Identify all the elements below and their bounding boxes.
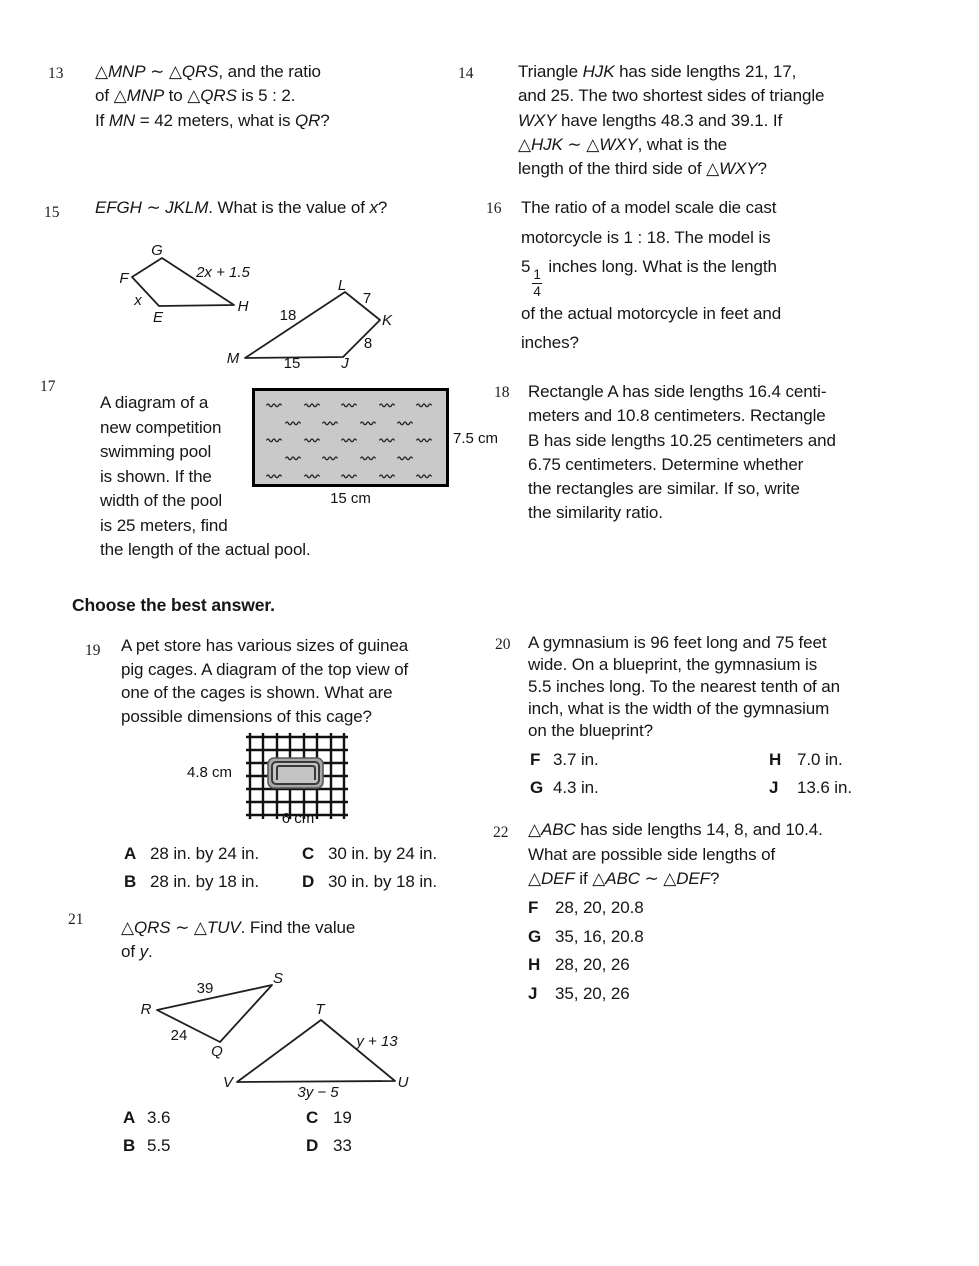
vertex-label-f: F	[119, 270, 129, 287]
text-line: the length of the actual pool.	[100, 540, 311, 559]
side-label-lk: 7	[362, 290, 372, 307]
choice-letter: A	[123, 1108, 136, 1127]
choice-letter: H	[528, 955, 541, 975]
choice-letter: J	[528, 984, 538, 1004]
vertex-label-r: R	[140, 1001, 152, 1018]
vertex-label-k: K	[381, 312, 393, 329]
vertex-label-s: S	[272, 970, 284, 987]
choice-letter: D	[306, 1136, 319, 1155]
text-line: the similarity ratio.	[528, 503, 663, 523]
vertex-label-m: M	[226, 350, 240, 367]
choice-letter: G	[530, 778, 544, 798]
pool-side-label: 7.5 cm	[453, 430, 499, 447]
text-line: the rectangles are similar. If so, write	[528, 479, 800, 499]
side-label-tu: y + 13	[356, 1033, 398, 1050]
choice-letter: C	[306, 1108, 319, 1127]
text-line: △HJK ∼ △WXY, what is the	[518, 134, 728, 154]
text-line: If MN = 42 meters, what is QR?	[95, 110, 330, 130]
text-line: B has side lengths 10.25 centimeters and	[528, 430, 836, 450]
problem-20-text	[528, 632, 928, 742]
text-line: WXY have lengths 48.3 and 39.1. If	[518, 110, 783, 130]
choice-text: 3.7 in.	[553, 750, 599, 769]
text-line: is shown. If the	[100, 466, 212, 486]
choice-text: 4.3 in.	[553, 778, 599, 798]
problem-13-text	[95, 60, 415, 133]
text-line: Triangle HJK has side lengths 21, 17,	[518, 62, 797, 81]
text-line: Rectangle A has side lengths 16.4 centi-	[528, 382, 827, 401]
choice-letter: F	[528, 898, 539, 917]
text-line: △MNP ∼ △QRS, and the ratio	[95, 62, 321, 81]
side-label-fe: x	[134, 292, 142, 309]
problem-15-number: 15	[44, 204, 60, 221]
text-line: meters and 10.8 centimeters. Rectangle	[528, 406, 826, 426]
text-line: 6.75 centimeters. Determine whether	[528, 454, 804, 474]
problem-18-number: 18	[494, 384, 510, 401]
problem-14-text	[518, 60, 918, 181]
choice-text: 28 in. by 18 in.	[150, 872, 259, 891]
fraction: $\frac{1}{4}$	[533, 266, 541, 300]
problem-14-number: 14	[458, 65, 474, 82]
text-line: △DEF if △ABC ∼ △DEF?	[528, 869, 720, 889]
choice-letter: D	[302, 872, 315, 891]
cage-side-label: 4.8 cm	[186, 764, 232, 781]
problem-19-text	[121, 634, 481, 729]
text-line: wide. On a blueprint, the gymnasium is	[528, 655, 818, 674]
cage-dish	[268, 758, 323, 788]
choice-text: 30 in. by 24 in.	[328, 844, 437, 863]
side-label-ml: 18	[279, 307, 297, 324]
problem-17-number: 17	[40, 378, 56, 395]
choice-text: 28, 20, 26	[555, 955, 630, 975]
text-line: of y.	[121, 941, 153, 961]
problem-16-number: 16	[486, 200, 502, 217]
quadrilateral-jklm	[245, 292, 380, 358]
triangle-tuv	[237, 1020, 395, 1082]
choice-letter: H	[769, 750, 782, 769]
side-label-rs: 39	[196, 980, 214, 997]
vertex-label-q: Q	[211, 1043, 223, 1060]
cage-diagram	[246, 729, 350, 821]
choice-letter: G	[528, 926, 542, 946]
section-header: Choose the best answer.	[72, 595, 275, 615]
choice-letter: B	[123, 1136, 136, 1155]
choice-text: 13.6 in.	[797, 778, 852, 798]
side-label-mj: 15	[283, 355, 301, 372]
choice-text: 3.6	[147, 1108, 171, 1127]
problem-15-text	[95, 196, 515, 220]
text-line: is 25 meters, find	[100, 515, 228, 535]
text-line: length of the third side of △WXY?	[518, 159, 767, 179]
side-label-vu: 3y − 5	[297, 1084, 339, 1101]
choice-letter: A	[124, 844, 137, 863]
choice-text: 19	[333, 1108, 352, 1127]
vertex-label-h: H	[237, 298, 249, 315]
problem-22-number: 22	[493, 824, 509, 841]
text-line: A diagram of a	[100, 393, 209, 412]
text-line: EFGH ∼ JKLM. What is the value of x?	[95, 198, 388, 217]
text-line: one of the cages is shown. What are	[121, 683, 393, 703]
text-line: on the blueprint?	[528, 721, 653, 740]
text-line: possible dimensions of this cage?	[121, 707, 372, 727]
problem-22-text	[528, 818, 928, 892]
choice-letter: B	[124, 872, 137, 891]
text-line: of △MNP to △QRS is 5 : 2.	[95, 86, 296, 106]
problem-16-text	[521, 193, 891, 358]
efgh-jklm-diagram	[108, 236, 418, 376]
problem-13-number: 13	[48, 65, 64, 82]
text-line: swimming pool	[100, 442, 212, 461]
pool-diagram	[252, 388, 449, 488]
choice-text: 28, 20, 20.8	[555, 898, 644, 917]
choice-text: 30 in. by 18 in.	[328, 872, 437, 891]
text-line: 5.5 inches long. To the nearest tenth of an	[528, 677, 841, 696]
vertex-label-g: G	[151, 242, 163, 259]
vertex-label-e: E	[152, 309, 164, 326]
text-line: of the actual motorcycle in feet and	[521, 303, 782, 323]
text-line: inches?	[521, 333, 579, 353]
vertex-label-l: L	[337, 277, 347, 294]
text-line: width of the pool	[100, 491, 223, 510]
text-line: What are possible side lengths of	[528, 844, 776, 864]
text-line: △QRS ∼ △TUV. Find the value	[121, 918, 356, 937]
side-label-gh: 2x + 1.5	[196, 264, 250, 281]
vertex-label-j: J	[341, 355, 349, 372]
problem-21-choices	[123, 1106, 352, 1162]
choice-text: 7.0 in.	[797, 750, 843, 769]
problem-19-number: 19	[85, 642, 101, 659]
choice-text: 33	[333, 1136, 352, 1155]
text-line: pig cages. A diagram of the top view of	[121, 659, 409, 679]
side-label-kj: 8	[363, 335, 373, 352]
text-line: motorcycle is 1 : 18. The model is	[521, 227, 771, 247]
choice-letter: F	[530, 750, 541, 769]
vertex-label-u: U	[397, 1074, 409, 1091]
choice-letter: J	[769, 778, 779, 798]
text-line: new competition	[100, 417, 222, 437]
text-line: inch, what is the width of the gymnasium	[528, 699, 830, 718]
text-line: △ABC has side lengths 14, 8, and 10.4.	[528, 820, 823, 839]
problem-21-text	[121, 916, 441, 963]
problem-20-number: 20	[495, 636, 511, 653]
qrs-tuv-diagram	[128, 966, 428, 1101]
problem-18-text	[528, 380, 928, 526]
text-line: A gymnasium is 96 feet long and 75 feet	[528, 633, 827, 652]
choice-text: 35, 16, 20.8	[555, 926, 644, 946]
text-line: and 25. The two shortest sides of triangle	[518, 86, 825, 106]
choice-text: 28 in. by 24 in.	[150, 844, 259, 863]
pool-bottom-label: 15 cm	[330, 490, 371, 507]
side-label-rq: 24	[170, 1027, 188, 1044]
problem-21-number: 21	[68, 911, 84, 928]
choice-text: 35, 20, 26	[555, 984, 630, 1004]
choice-text: 5.5	[147, 1136, 171, 1155]
cage-bottom-label: 6 cm	[281, 810, 315, 827]
choice-letter: C	[302, 844, 315, 863]
vertex-label-v: V	[222, 1074, 234, 1091]
problem-20-choices	[530, 748, 852, 805]
vertex-label-t: T	[315, 1001, 325, 1018]
problem-22-choices	[528, 896, 644, 1011]
text-line: A pet store has various sizes of guinea	[121, 636, 409, 655]
text-line: The ratio of a model scale die cast	[521, 198, 777, 217]
text-line: 5 $\frac{1}{4}$ inches long. What is the length	[521, 257, 777, 300]
problem-19-choices	[124, 842, 437, 898]
